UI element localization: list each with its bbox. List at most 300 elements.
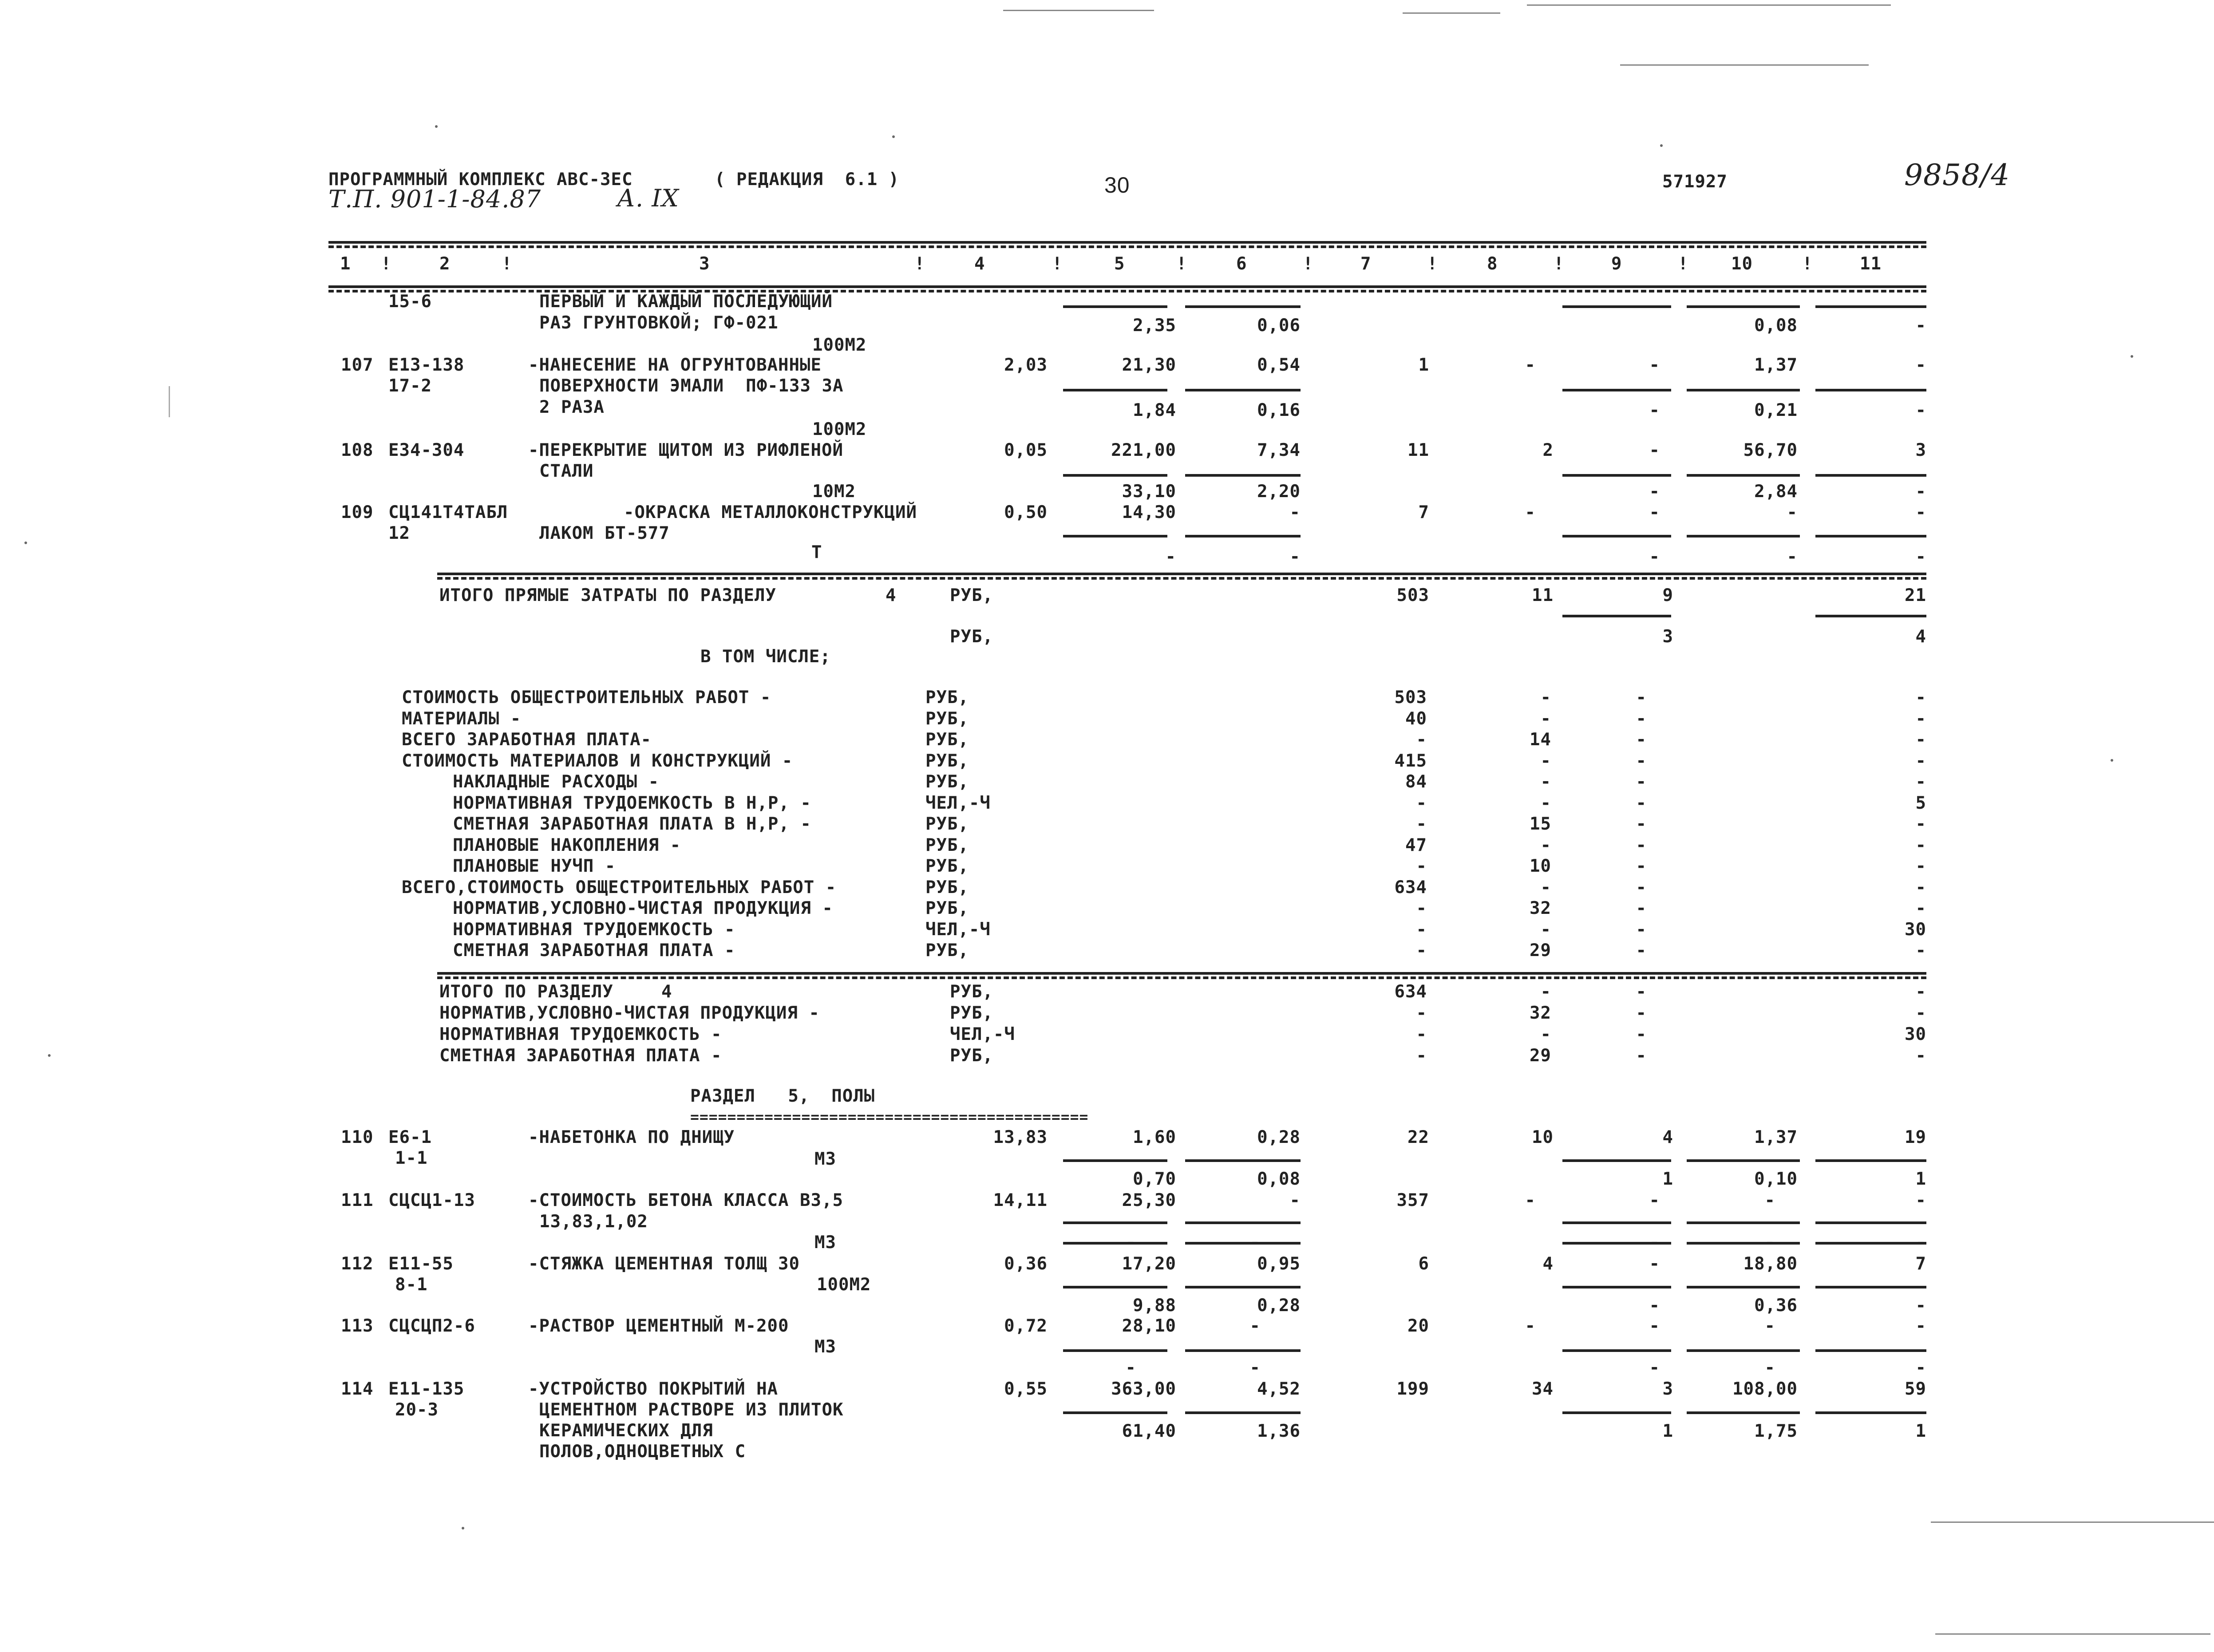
cell-col10: 56,70 xyxy=(1743,440,1798,460)
direct-costs-unit: РУБ, xyxy=(950,585,993,605)
item-description: РАЗ ГРУНТОВКОЙ; ГФ-021 xyxy=(539,313,779,333)
cell-col8: 32 xyxy=(1530,898,1551,918)
cell-col10: - xyxy=(1764,1233,1775,1253)
program-title: ПРОГРАММНЫЙ КОМПЛЕКС АВС-3ЕС xyxy=(328,170,633,190)
cell-rule xyxy=(1063,1242,1167,1245)
cell-col9: - xyxy=(1649,1296,1660,1316)
section-total-unit: РУБ, xyxy=(950,982,993,1002)
cell-col11: - xyxy=(1915,547,1926,567)
cell-rule xyxy=(1687,1221,1800,1224)
cell-col10: 1,75 xyxy=(1754,1421,1798,1441)
breakdown-label: СТОИМОСТЬ ОБЩЕСТРОИТЕЛЬНЫХ РАБОТ - xyxy=(402,688,771,707)
cell-col7: - xyxy=(1416,856,1427,876)
cell-col11: 59 xyxy=(1905,1379,1926,1399)
page-number: 30 xyxy=(1104,173,1130,198)
cell-rule xyxy=(1185,1349,1301,1352)
cell-col6: 0,95 xyxy=(1257,1254,1301,1274)
cell-rule xyxy=(1687,1286,1800,1288)
cell-col7: 6 xyxy=(1418,1254,1429,1274)
col-header-7: 7 xyxy=(1360,254,1372,274)
header-rule-top-dash xyxy=(328,245,1926,248)
cell-col8: - xyxy=(1540,772,1551,792)
cell-col9: - xyxy=(1636,814,1647,834)
cell-rule xyxy=(1815,1411,1926,1414)
cell-rule xyxy=(1063,389,1167,391)
col-separator: ! xyxy=(1427,254,1438,274)
cell-rule xyxy=(1815,1286,1926,1288)
cell-rule xyxy=(1687,305,1800,308)
scan-speck xyxy=(892,135,895,138)
cell-col5: - xyxy=(1165,547,1176,567)
scan-speck xyxy=(24,541,27,544)
cell-col4: 14,11 xyxy=(993,1190,1048,1210)
cell-col5: 1,60 xyxy=(1133,1127,1176,1147)
cell-col10: - xyxy=(1787,547,1798,567)
item-unit: М3 xyxy=(814,1337,836,1357)
cell-col8: - xyxy=(1540,877,1551,897)
cell-col11: 30 xyxy=(1905,1024,1926,1044)
col-header-2: 2 xyxy=(439,254,451,274)
col-header-6: 6 xyxy=(1236,254,1247,274)
cell-col9: - xyxy=(1649,482,1660,502)
cell-rule xyxy=(1185,474,1301,477)
cell-col9: - xyxy=(1636,1024,1647,1044)
cell-rule xyxy=(1063,1349,1167,1352)
cell-col11: - xyxy=(1915,856,1926,876)
item-code: 20-3 xyxy=(395,1400,439,1420)
cell-col8: 14 xyxy=(1530,730,1551,750)
col-separator: ! xyxy=(381,254,392,274)
item-description: -ОКРАСКА МЕТАЛЛОКОНСТРУКЦИЙ xyxy=(624,502,917,522)
cell-rule xyxy=(1687,474,1800,477)
scan-speck xyxy=(48,1054,51,1057)
document-number: 571927 xyxy=(1662,172,1728,192)
item-code: Е11-55 xyxy=(388,1254,454,1274)
col-header-3: 3 xyxy=(699,254,710,274)
scan-speck xyxy=(1660,144,1663,147)
cell-col11: - xyxy=(1915,1358,1926,1378)
cell-col10: - xyxy=(1764,1316,1775,1336)
cell-col9: 3 xyxy=(1662,627,1673,647)
cell-col11: 19 xyxy=(1905,1127,1926,1147)
cell-rule xyxy=(1562,1159,1671,1162)
breakdown-label: НОРМАТИВНАЯ ТРУДОЕМКОСТЬ - xyxy=(453,920,735,940)
col-header-5: 5 xyxy=(1114,254,1125,274)
item-description: ЦЕМЕНТНОМ РАСТВОРЕ ИЗ ПЛИТОК xyxy=(539,1400,844,1420)
col-header-9: 9 xyxy=(1611,254,1622,274)
cell-col10: 0,21 xyxy=(1754,400,1798,420)
cell-col9: - xyxy=(1636,835,1647,855)
breakdown-unit: РУБ, xyxy=(925,751,969,771)
cell-col8: - xyxy=(1540,709,1551,729)
item-description: -СТОИМОСТЬ БЕТОНА КЛАССА В3,5 xyxy=(528,1190,843,1210)
section-total-unit: ЧЕЛ,-Ч xyxy=(950,1024,1015,1044)
breakdown-unit: РУБ, xyxy=(925,814,969,834)
cell-col5: 17,20 xyxy=(1122,1254,1176,1274)
cell-col7: 503 xyxy=(1394,688,1427,707)
cell-col7: 634 xyxy=(1394,982,1427,1002)
section-total-unit: РУБ, xyxy=(950,1046,993,1066)
cell-col5: - xyxy=(1125,1358,1136,1378)
cell-col9: - xyxy=(1636,772,1647,792)
cell-col7: 503 xyxy=(1396,585,1429,605)
section-total-number: 4 xyxy=(661,982,672,1002)
breakdown-label: НАКЛАДНЫЕ РАСХОДЫ - xyxy=(453,772,660,792)
cell-col11: - xyxy=(1915,814,1926,834)
cell-col7: - xyxy=(1416,1003,1427,1023)
cell-rule xyxy=(1815,305,1926,308)
breakdown-label: ПЛАНОВЫЕ НУЧП - xyxy=(453,856,616,876)
cell-rule xyxy=(1687,389,1800,391)
breakdown-label: ПЛАНОВЫЕ НАКОПЛЕНИЯ - xyxy=(453,835,681,855)
cell-col8: 32 xyxy=(1530,1003,1551,1023)
cell-rule xyxy=(1185,305,1301,308)
col-separator: ! xyxy=(1554,254,1565,274)
cell-col9: - xyxy=(1636,898,1647,918)
cell-rule xyxy=(1185,1411,1301,1414)
cell-col10: 18,80 xyxy=(1743,1254,1798,1274)
cell-rule xyxy=(1562,389,1671,391)
cell-col8: 10 xyxy=(1532,1127,1554,1147)
cell-col4: 2,03 xyxy=(1004,355,1048,375)
cell-col8: - xyxy=(1540,920,1551,940)
cell-col4: 0,72 xyxy=(1004,1316,1048,1336)
cell-col7: - xyxy=(1416,1024,1427,1044)
col-header-10: 10 xyxy=(1731,254,1753,274)
cell-col11: - xyxy=(1915,1233,1926,1253)
cell-col11: - xyxy=(1915,1316,1926,1336)
breakdown-unit: РУБ, xyxy=(925,688,969,707)
item-description: 13,83,1,02 xyxy=(539,1212,648,1232)
header-rule-bottom xyxy=(328,285,1926,288)
cell-col11: 7 xyxy=(1915,1254,1926,1274)
scan-mark xyxy=(1935,1633,2210,1635)
cell-col9: - xyxy=(1649,400,1660,420)
breakdown-label: СМЕТНАЯ ЗАРАБОТНАЯ ПЛАТА - xyxy=(453,941,735,960)
cell-col9: - xyxy=(1636,1003,1647,1023)
cell-col5: 1,84 xyxy=(1133,400,1176,420)
cell-col7: 357 xyxy=(1396,1190,1429,1210)
item-number: 108 xyxy=(341,440,374,460)
cell-col4: 0,05 xyxy=(1004,440,1048,460)
cell-col10: - xyxy=(1764,1358,1775,1378)
cell-col11: - xyxy=(1915,730,1926,750)
cell-rule xyxy=(1185,535,1301,537)
cell-rule xyxy=(1815,535,1926,537)
breakdown-label: МАТЕРИАЛЫ - xyxy=(402,709,522,729)
cell-col7: 11 xyxy=(1407,440,1429,460)
handwritten-reference: 9858/4 xyxy=(1904,158,2010,192)
cell-col8: - xyxy=(1540,751,1551,771)
item-description: -УСТРОЙСТВО ПОКРЫТИЙ НА xyxy=(528,1379,779,1399)
cell-col7: 47 xyxy=(1405,835,1427,855)
cell-col6: 4,52 xyxy=(1257,1379,1301,1399)
totals-rule xyxy=(437,573,1926,575)
col-separator: ! xyxy=(502,254,513,274)
col-header-1: 1 xyxy=(340,254,351,274)
item-number: 109 xyxy=(341,502,374,522)
cell-col10: - xyxy=(1764,1190,1775,1210)
cell-col11: - xyxy=(1915,941,1926,960)
cell-col5: 61,40 xyxy=(1122,1421,1176,1441)
item-description: ЛАКОМ БТ-577 xyxy=(539,523,670,543)
cell-col7: - xyxy=(1416,920,1427,940)
section-total-label: НОРМАТИВ,УСЛОВНО-ЧИСТАЯ ПРОДУКЦИЯ - xyxy=(439,1003,820,1023)
col-header-4: 4 xyxy=(974,254,985,274)
cell-col8: - xyxy=(1525,355,1536,375)
breakdown-unit: РУБ, xyxy=(925,730,969,750)
cell-col9: - xyxy=(1649,440,1660,460)
cell-col11: - xyxy=(1915,1190,1926,1210)
cell-col6: 0,06 xyxy=(1257,316,1301,336)
col-header-11: 11 xyxy=(1860,254,1882,274)
cell-col4: 0,36 xyxy=(1004,1254,1048,1274)
breakdown-label: СМЕТНАЯ ЗАРАБОТНАЯ ПЛАТА В Н,Р, - xyxy=(453,814,811,834)
cell-col6: 0,28 xyxy=(1257,1127,1301,1147)
cell-col5: 28,10 xyxy=(1122,1316,1176,1336)
direct-costs-section: 4 xyxy=(886,585,897,605)
cell-col7: 634 xyxy=(1394,877,1427,897)
cell-col7: 1 xyxy=(1418,355,1429,375)
cell-col7: 20 xyxy=(1407,1316,1429,1336)
col-separator: ! xyxy=(1802,254,1813,274)
item-code: 12 xyxy=(388,523,410,543)
cell-rule xyxy=(1687,535,1800,537)
cell-rule xyxy=(1562,1349,1671,1352)
cell-rule xyxy=(1815,1242,1926,1245)
cell-col8: 11 xyxy=(1532,585,1554,605)
cell-col11: 21 xyxy=(1905,585,1926,605)
cell-rule xyxy=(1185,1242,1301,1245)
cell-col11: 5 xyxy=(1915,793,1926,813)
cell-rule xyxy=(1562,1286,1671,1288)
col-separator: ! xyxy=(914,254,925,274)
item-code: СЦСЦП2-6 xyxy=(388,1316,475,1336)
cell-col6: - xyxy=(1249,1316,1261,1336)
cell-col4: 0,50 xyxy=(1004,502,1048,522)
cell-rule xyxy=(1562,1221,1671,1224)
cell-rule xyxy=(1815,474,1926,477)
cell-col7: - xyxy=(1416,941,1427,960)
cell-rule xyxy=(1063,1221,1167,1224)
cell-col4: 0,55 xyxy=(1004,1379,1048,1399)
cell-col11: - xyxy=(1915,982,1926,1002)
cell-col8: 29 xyxy=(1530,941,1551,960)
cell-col11: - xyxy=(1915,1003,1926,1023)
cell-col9: 1 xyxy=(1662,1169,1673,1189)
cell-col5: 363,00 xyxy=(1111,1379,1176,1399)
section-total-rule-dash xyxy=(437,976,1926,979)
cell-rule xyxy=(1562,474,1671,477)
cell-col11: - xyxy=(1915,772,1926,792)
cell-col8: 10 xyxy=(1530,856,1551,876)
item-code: 8-1 xyxy=(395,1275,428,1295)
cell-rule xyxy=(1687,1411,1800,1414)
cell-col7: 22 xyxy=(1407,1127,1429,1147)
item-number: 112 xyxy=(341,1254,374,1274)
cell-col7: 40 xyxy=(1405,709,1427,729)
item-description: ПЕРВЫЙ И КАЖДЫЙ ПОСЛЕДУЮЩИЙ xyxy=(539,292,833,312)
cell-col9: - xyxy=(1636,751,1647,771)
cell-col11: - xyxy=(1915,751,1926,771)
cell-col10: 1,37 xyxy=(1754,355,1798,375)
item-code: 17-2 xyxy=(388,376,432,396)
cell-col9: - xyxy=(1636,730,1647,750)
cell-col6: - xyxy=(1249,1233,1261,1253)
item-description: 2 РАЗА xyxy=(539,397,605,417)
item-description: ПОЛОВ,ОДНОЦВЕТНЫХ С xyxy=(539,1442,746,1462)
edition-label: ( РЕДАКЦИЯ 6.1 ) xyxy=(715,170,900,190)
cell-col11: - xyxy=(1915,835,1926,855)
cell-col10: 0,10 xyxy=(1754,1169,1798,1189)
cell-col7: 7 xyxy=(1418,502,1429,522)
section-total-rule xyxy=(437,972,1926,975)
cell-col4: 13,83 xyxy=(993,1127,1048,1147)
cell-col8: - xyxy=(1540,688,1551,707)
cell-col5: 14,30 xyxy=(1122,502,1176,522)
scan-mark xyxy=(1403,12,1500,14)
item-code: Е34-304 xyxy=(388,440,465,460)
cell-col6: 1,36 xyxy=(1257,1421,1301,1441)
cell-col11: - xyxy=(1915,877,1926,897)
cell-col11: 30 xyxy=(1905,920,1926,940)
cell-col7: 415 xyxy=(1394,751,1427,771)
totals-rule-dash xyxy=(437,577,1926,580)
cell-col11: - xyxy=(1915,1046,1926,1066)
cell-col7: 199 xyxy=(1396,1379,1429,1399)
header-rule-top xyxy=(328,241,1926,244)
item-code: СЦ141Т4ТАБЛ xyxy=(388,502,508,522)
col-separator: ! xyxy=(1052,254,1063,274)
col-separator: ! xyxy=(1303,254,1314,274)
breakdown-unit: ЧЕЛ,-Ч xyxy=(925,793,991,813)
scan-mark xyxy=(1931,1522,2214,1523)
breakdown-unit: РУБ, xyxy=(925,877,969,897)
cell-col6: 2,20 xyxy=(1257,482,1301,502)
cell-col11: - xyxy=(1915,688,1926,707)
cell-col7: 84 xyxy=(1405,772,1427,792)
breakdown-unit: РУБ, xyxy=(925,709,969,729)
cell-col10: 108,00 xyxy=(1732,1379,1798,1399)
cell-col5: 2,35 xyxy=(1133,316,1176,336)
cell-rule xyxy=(1815,1349,1926,1352)
cell-col10: 0,36 xyxy=(1754,1296,1798,1316)
cell-col5: 0,70 xyxy=(1133,1169,1176,1189)
cell-col11: - xyxy=(1915,400,1926,420)
section-5-heading: РАЗДЕЛ 5, ПОЛЫ xyxy=(690,1086,875,1106)
cell-col6: 0,28 xyxy=(1257,1296,1301,1316)
item-number: 111 xyxy=(341,1190,374,1210)
cell-col11: 1 xyxy=(1915,1421,1926,1441)
cell-col9: - xyxy=(1649,1254,1660,1274)
col-header-8: 8 xyxy=(1487,254,1498,274)
item-description: -РАСТВОР ЦЕМЕНТНЫЙ М-200 xyxy=(528,1316,789,1336)
section-total-label: ИТОГО ПО РАЗДЕЛУ xyxy=(439,982,613,1002)
cell-col9: - xyxy=(1649,355,1660,375)
item-unit: 100М2 xyxy=(812,419,867,439)
col-separator: ! xyxy=(1176,254,1187,274)
breakdown-unit: РУБ, xyxy=(925,835,969,855)
cell-col11: - xyxy=(1915,709,1926,729)
cell-col11: 4 xyxy=(1915,627,1926,647)
cell-rule xyxy=(1562,1411,1671,1414)
cell-col6: - xyxy=(1289,547,1301,567)
cell-rule xyxy=(1063,305,1167,308)
item-code: 1-1 xyxy=(395,1148,428,1168)
cell-col9: - xyxy=(1636,1046,1647,1066)
cell-rule xyxy=(1562,535,1671,537)
breakdown-label: НОРМАТИВНАЯ ТРУДОЕМКОСТЬ В Н,Р, - xyxy=(453,793,811,813)
cell-col11: - xyxy=(1915,502,1926,522)
cell-col9: - xyxy=(1649,1316,1660,1336)
item-code: Е11-135 xyxy=(388,1379,465,1399)
cell-col8: - xyxy=(1540,982,1551,1002)
item-number: 110 xyxy=(341,1127,374,1147)
cell-col9: - xyxy=(1636,877,1647,897)
cell-col7: - xyxy=(1416,793,1427,813)
cell-col8: - xyxy=(1525,502,1536,522)
scan-speck xyxy=(462,1527,464,1529)
cell-rule xyxy=(1185,1221,1301,1224)
cell-rule xyxy=(1063,1411,1167,1414)
cell-rule xyxy=(1185,389,1301,391)
cell-col7: - xyxy=(1416,898,1427,918)
item-description: -ПЕРЕКРЫТИЕ ЩИТОМ ИЗ РИФЛЕНОЙ xyxy=(528,440,843,460)
cell-rule xyxy=(1815,389,1926,391)
cell-col10: 2,84 xyxy=(1754,482,1798,502)
item-unit: 100М2 xyxy=(817,1275,871,1295)
cell-col9: - xyxy=(1649,547,1660,567)
item-unit: Т xyxy=(811,542,822,562)
cell-col9: - xyxy=(1636,793,1647,813)
item-description: -СТЯЖКА ЦЕМЕНТНАЯ ТОЛЩ 30 xyxy=(528,1254,800,1274)
cell-col11: 3 xyxy=(1915,440,1926,460)
cell-col5: 21,30 xyxy=(1122,355,1176,375)
cell-rule xyxy=(1063,1286,1167,1288)
cell-col9: 4 xyxy=(1662,1127,1673,1147)
cell-rule xyxy=(1185,1286,1301,1288)
section-total-label: НОРМАТИВНАЯ ТРУДОЕМКОСТЬ - xyxy=(439,1024,722,1044)
cell-col6: 0,16 xyxy=(1257,400,1301,420)
cell-rule xyxy=(1185,1159,1301,1162)
cell-rule xyxy=(1562,305,1671,308)
cell-rule xyxy=(1815,615,1926,617)
scan-mark xyxy=(1003,10,1154,11)
cell-col9: 3 xyxy=(1662,1379,1673,1399)
cell-col10: 0,08 xyxy=(1754,316,1798,336)
item-code: Е6-1 xyxy=(388,1127,432,1147)
item-description: -НАБЕТОНКА ПО ДНИЩУ xyxy=(528,1127,735,1147)
scan-speck xyxy=(2111,759,2113,762)
section-5-underline: =========================================== xyxy=(690,1108,1089,1126)
including-label: В ТОМ ЧИСЛЕ; xyxy=(700,647,831,667)
cell-col9: - xyxy=(1649,502,1660,522)
scan-speck xyxy=(2131,355,2133,358)
cell-rule xyxy=(1815,1159,1926,1162)
item-number: 107 xyxy=(341,355,374,375)
cell-col9: - xyxy=(1636,856,1647,876)
cell-col9: 9 xyxy=(1662,585,1673,605)
breakdown-label: ВСЕГО,СТОИМОСТЬ ОБЩЕСТРОИТЕЛЬНЫХ РАБОТ - xyxy=(402,877,837,897)
breakdown-unit: РУБ, xyxy=(925,772,969,792)
section-total-label: СМЕТНАЯ ЗАРАБОТНАЯ ПЛАТА - xyxy=(439,1046,722,1066)
cell-col6: - xyxy=(1249,1358,1261,1378)
cell-col9: - xyxy=(1636,688,1647,707)
cell-rule xyxy=(1687,1159,1800,1162)
item-unit: 10М2 xyxy=(812,482,856,502)
item-unit: 100М2 xyxy=(812,335,867,355)
cell-col9: - xyxy=(1649,1233,1660,1253)
